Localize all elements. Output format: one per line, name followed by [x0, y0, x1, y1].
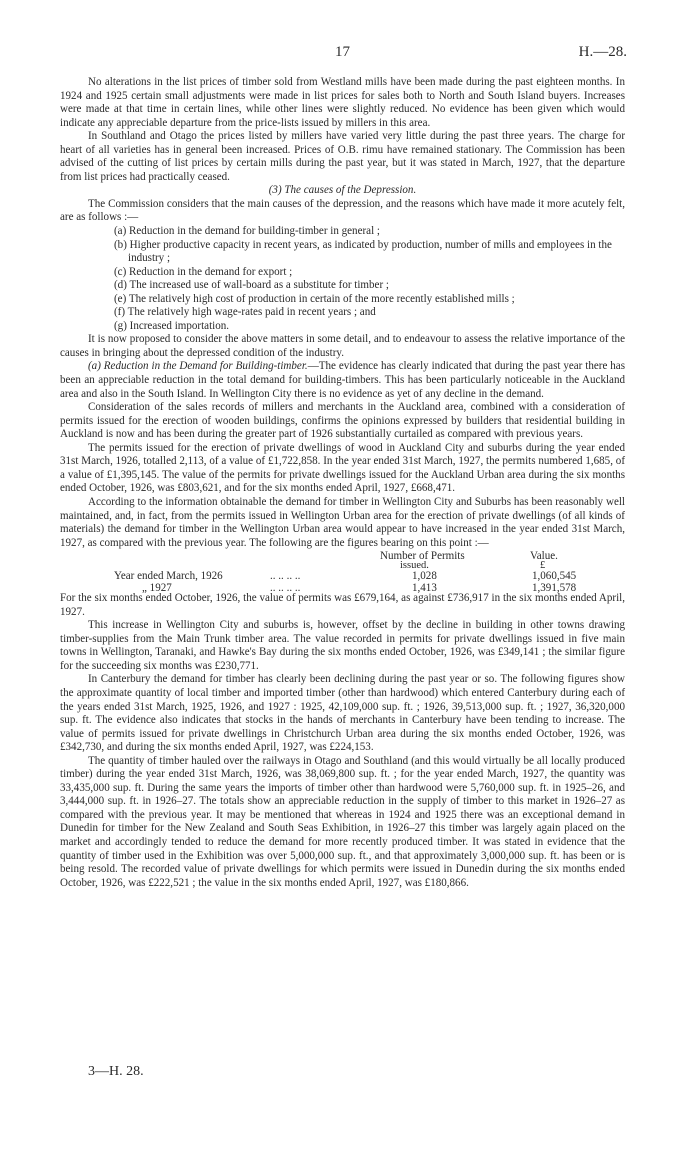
table-row-label: Year ended March, 1926	[114, 570, 223, 583]
table-header-unit: £	[540, 560, 546, 572]
cause-item: (e) The relatively high cost of production in certain of the more recently established mills ;	[114, 292, 515, 305]
paragraph-southland-otago-prices: In Southland and Otago the prices listed by millers have varied very little during the past three years. The charge for heart of all varieties has in general been increased. Prices of O.B. rimu have remained stationary. The Commission has been advised of the cutting of list prices by certain mills during the past year, but it was stated in March, 1927, that the departure from list prices had practically ceased.	[60, 130, 625, 183]
document-body	[60, 76, 625, 890]
table-row-leader: .. .. .. ..	[270, 570, 301, 583]
cause-item: (b) Higher productive capacity in recent years, as indicated by production, number of mills and employees in the industry ;	[114, 238, 612, 265]
permits-table	[60, 550, 625, 595]
cause-item: (a) Reduction in the demand for building-timber in general ;	[114, 225, 380, 238]
table-cell-value: 1,391,578	[532, 582, 577, 595]
section-heading: (3) The causes of the Depression.	[268, 184, 417, 197]
paragraph-auckland-permits: The permits issued for the erection of private dwellings of wood in Auckland City and suburbs during the year ended 31st March, 1926, totalled 2,113, of a value of £1,722,858. In the year ended 31st March, 1927, the permits numbered 1,685, of a value of £1,395,145. The value of the permits for private dwellings issued for the Auckland Urban area during the six months ended October, 1926, was £803,621, and for the six months ended April, 1927, £668,471.	[60, 441, 625, 495]
cause-item: (c) Reduction in the demand for export ;	[114, 265, 293, 278]
paragraph-main-trunk: This increase in Wellington City and suburbs is, however, offset by the decline in building in other towns drawing timber-supplies from the Main Trunk timber area. The value recorded in permits for private dwellings issued in five main towns in Wellington, Taranaki, and Hawke's Bay during the six months ended October, 1926, was £349,141 ; the similar figure for the succeeding six months was £230,771.	[60, 619, 625, 672]
cause-item: (g) Increased importation.	[114, 319, 230, 332]
table-row-leader: .. .. .. ..	[270, 582, 301, 595]
table-cell-permits: 1,413	[412, 582, 437, 595]
table-row-label: „ 1927	[142, 582, 172, 595]
paragraph-otago-southland: The quantity of timber hauled over the railways in Otago and Southland (and this would virtually be all locally produced timber) during the year ended 31st March, 1926, was 38,069,800 sup. ft. ; for the year ended March, 1927, the quantity was 33,435,000 sup. ft. During the same years the imports of timber other than hardwood were 5,760,000 sup. ft. in 1925–26, and 3,444,000 sup. ft. in 1926–27. The totals show an appreciable reduction in the supply of timber to this market in 1926–27 as compared with the previous year. It may be mentioned that whereas in 1924 and 1925 there was an exceptional demand in Dunedin for timber for the New Zealand and South Seas Exhibition, in 1926–27 this timber was largely again placed on the market and accordingly tended to reduce the demand for more recently produced timber. It was stated in evidence that the quantity of timber used in the Exhibition was over 5,000,000 sup. ft., and that approximately 3,000,000 sup. ft. has been or is being resold. The recorded value of private dwellings for which permits were issued in Dunedin during the six months ended October, 1926, was £222,521 ; the value in the six months ended April, 1927, was £180,866.	[60, 754, 625, 889]
table-header-permits: Number of Permits	[380, 550, 465, 563]
paragraph-wellington-demand: According to the information obtainable the demand for timber in Wellington City and Suburbs has been reasonably well maintained, and, in fact, from the permits issued in Wellington Urban area for the erection of private dwellings (of all kinds of materials) the demand for timber in the Wellington Urban area would appear to have increased in the year ended 31st March, 1927, as compared with the previous year. The following are the figures bearing on this point :—	[60, 495, 625, 549]
paragraph-assessment: It is now proposed to consider the above matters in some detail, and to endeavour to assess the relative importance of the causes in bringing about the depressed condition of the industry.	[60, 333, 625, 359]
table-cell-value: 1,060,545	[532, 570, 577, 583]
page-footer-signature: 3—H. 28.	[88, 1064, 144, 1079]
table-header-permits-sub: issued.	[400, 560, 429, 572]
paragraph-six-months: For the six months ended October, 1926, the value of permits was £679,164, as against £736,917 in the six months ended April, 1927.	[60, 592, 625, 618]
document-reference: H.—28.	[578, 44, 627, 60]
page-number: 17	[335, 44, 350, 60]
subheading-demand: (a) Reduction in the Demand for Building-timber.	[88, 360, 308, 373]
paragraph-demand-reduction	[60, 360, 625, 401]
paragraph-westland-prices: No alterations in the list prices of timber sold from Westland mills have been made during the past eighteen months. In 1924 and 1925 certain small adjustments were made in list prices for sales both to North and South Island buyers. Increases were made at that time in certain lines, while other lines were slightly reduced. No evidence has been given which would indicate any appreciable departure from the price-lists issued by millers in this area.	[60, 76, 625, 129]
paragraph-causes-intro: The Commission considers that the main causes of the depression, and the reasons which have made it more acutely felt, are as follows :—	[60, 197, 625, 224]
table-header-value: Value.	[530, 550, 558, 563]
causes-list	[60, 225, 625, 333]
cause-item: (d) The increased use of wall-board as a substitute for timber ;	[114, 279, 389, 292]
page-header	[60, 44, 625, 64]
cause-item: (f) The relatively high wage-rates paid in recent years ; and	[114, 306, 376, 319]
table-cell-permits: 1,028	[412, 570, 437, 583]
paragraph-canterbury: In Canterbury the demand for timber has clearly been declining during the past year or so. The following figures show the approximate quantity of local timber and imported timber (other than hardwood) which entered Canterbury during each of the years ended 31st March, 1925, 1926, and 1927 : 1925, 42,109,000 sup. ft. ; 1926, 39,513,000 sup. ft. ; 1927, 36,320,000 sup. ft. The evidence also indicates that stocks in the hands of merchants in Canterbury have been tending to increase. The value of permits issued for private dwellings in Christchurch Urban area during the six months ended October, 1926, was £342,730, and during the six months ended April, 1927, was £224,153.	[60, 673, 625, 754]
paragraph-auckland-sales: Consideration of the sales records of millers and merchants in the Auckland area, combined with a consideration of permits issued for the erection of wooden buildings, confirms the opinions expressed by builders that residential building in Auckland is now and has been during the greater part of 1926 substantially curtailed as compared with previous years.	[60, 401, 625, 441]
paragraph-demand-text: —The evidence has clearly indicated that during the past year there has been an appreciable reduction in the total demand for building-timbers. This has been particularly noticeable in the Auckland area and also in the South Island. In Wellington City there is no evidence as yet of any decline in the demand.	[60, 360, 625, 400]
